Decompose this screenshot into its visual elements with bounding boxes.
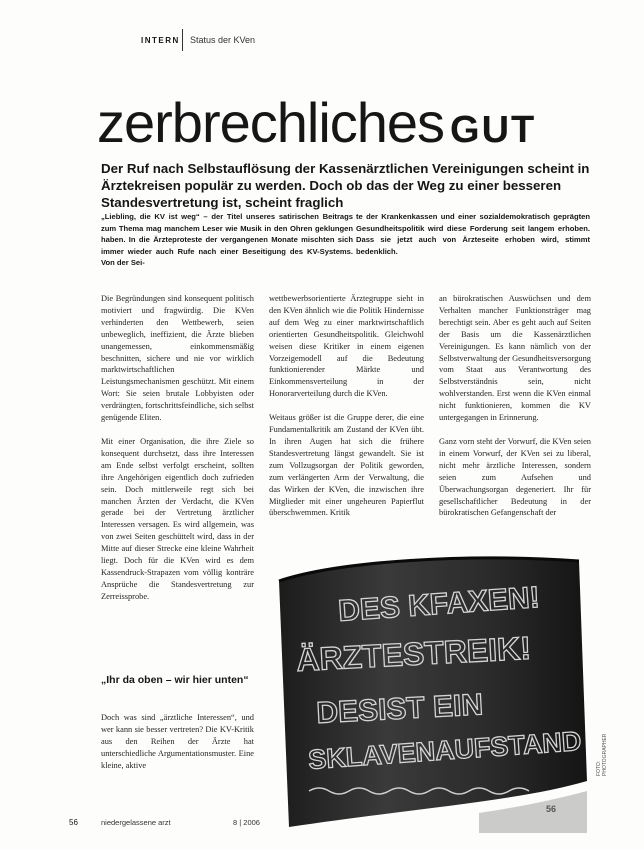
- protest-sign-photo: [269, 551, 589, 833]
- sign-line-1: DES KFAXEN!: [337, 580, 541, 628]
- paragraph: Doch was sind „ärztliche Interessen“, und wer kann sie besser vertreten? Die KV-Kritik aus den Reihen der Ärzte hat unterschiedliche Argumentationsmuster. Eine kleine, aktive: [101, 713, 254, 770]
- body-column-3: [439, 293, 591, 519]
- lead-column-2: te der Krankenkassen und einer sozialdemokratisch geprägten Gesundheitspolitik wird diese Forderung seit langem erhoben. Dass sie jetzt auch von Ärzteseite erhoben wird, stimmt bedenklich.: [356, 212, 590, 256]
- page-number: 56: [69, 818, 78, 827]
- sign-line-2: ÄRZTESTREIK!: [295, 629, 532, 678]
- magazine-name: niedergelassene arzt: [101, 818, 171, 827]
- body-column-1: [101, 293, 254, 615]
- section-label: INTERN: [141, 36, 180, 45]
- issue-date: 8 | 2006: [233, 818, 260, 827]
- paragraph: an bürokratischen Auswüchsen und dem Verhalten mancher Funktionsträger mag berechtigt sein. Aber es geht auch auf Seiten der Basis um die Kassenärztlichen Vereinigungen. Es kann nämlich von der Selbstverwaltung der Gesundheitsversorgung vom Staat aus Verantwortung des Selbstverständnis sein, nicht wohlverstanden. Erst wenn die KVen einmal nicht funktionieren, kommen die KV untergegangen in Erinnerung.: [439, 294, 591, 423]
- sign-line-4: SKLAVENAUFSTAND: [307, 725, 583, 775]
- paragraph: Ganz vorn steht der Vorwurf, die KVen seien in einem Vorwurf, der KVen sei zu liberal, nicht mehr ärztliche Interessen, sondern seien zum Aufsehen und Überwachungsorgan degeneriert. Ihr für gesellschaftlicher Bedeutung in der bürokratischen Gefangenschaft der: [439, 436, 591, 518]
- header-divider: [182, 29, 183, 51]
- corner-mark: 56: [546, 804, 557, 814]
- photo-credit: FOTO: PHOTOGRAPHER: [596, 733, 608, 776]
- article-title: [97, 91, 537, 154]
- paragraph: Die Begründungen sind konsequent politisch motiviert und fragwürdig. Die KVen verhinderten den Wettbewerb, seien unbeweglich, ineffizient, die Ärzte blieben unangemessen, einkommensmäßig beschnitten, sichere und nie vor wirklich marktwirtschaftlichen Leistungsmechanismen geschützt. Mit einem Wort: Sie seien brutale Lobbyisten oder verdrängten, fortschrittsfeindliche, sich selbst genügende Eliten.: [101, 294, 254, 423]
- section-subtitle: Status der KVen: [190, 35, 256, 45]
- body-column-1-cont: [101, 712, 254, 772]
- title-light: zerbrechliches: [97, 91, 445, 154]
- lead-column-1: „Liebling, die KV ist weg“ – der Titel unseres satirischen Beitrags zum Thema mag manchem Leser wie Musik in den Ohren geklungen haben. In die Ärzteproteste der vergangenen Monate mischten sich immer wieder auch Rufe nach einer Beseitigung des KV-Systems. Von der Sei-: [101, 212, 353, 268]
- subheading: „Ihr da oben – wir hier unten“: [101, 674, 249, 686]
- paragraph: Weitaus größer ist die Gruppe derer, die eine Fundamentalkritik am Zustand der KVen übt. In ihren Augen hat sich die frühere Standesvertretung längst gewandelt. Sie ist zum Vollzugsorgan der Politik geworden, zum verlängerten Arm der Verwaltung, die das Wirken der KVen, die inzwischen ihre Mitglieder mit einer ungeheuren Papierflut überschwemmen. Kritik: [269, 413, 424, 518]
- title-bold: GUT: [450, 109, 537, 151]
- body-column-2: [269, 293, 424, 519]
- sign-line-3: DESIST EIN: [315, 688, 484, 730]
- paragraph: wettbewerbsorientierte Ärztegruppe sieht in den KVen ähnlich wie die Politik Hindernisse auf dem Weg zu einer marktwirtschaftlich orientierten Gesundheitspolitik. Gleichwohl weisen diese Kritiker in einem eigenen Vorzeigemodell auf die Bedeutung funktionierender Märkte und Einkommensverteilung in der Honorarverteilung durch die KVen.: [269, 294, 424, 399]
- paragraph: Mit einer Organisation, die ihre Ziele so konsequent durchsetzt, dass ihre Interessen am Ende selbst verfolgt erscheint, sollten ihre Angehörigen eigentlich doch zufrieden sein. Doch mittlerweile regt sich bei manchen Ärzten der Verdacht, die KVen gerade bei der Vertretung ärztlicher Interessen versagen. Es wird allgemein, was von zwei Seiten geschüttelt wird, dass in der Mitte auf dieser Strecke eine kleine Wahrheit liegt. Doch für die KVen wird es dem Kassendruck-Strapazen vom völlig konträre Ansprüche die Standesvertretung zur Zerreissprobe.: [101, 436, 254, 601]
- article-subtitle: Der Ruf nach Selbstauflösung der Kassenärztlichen Vereinigungen scheint in Ärztekreisen populär zu werden. Doch ob das der Weg zu einer besseren Standesvertretung ist, scheint fraglich: [101, 161, 590, 210]
